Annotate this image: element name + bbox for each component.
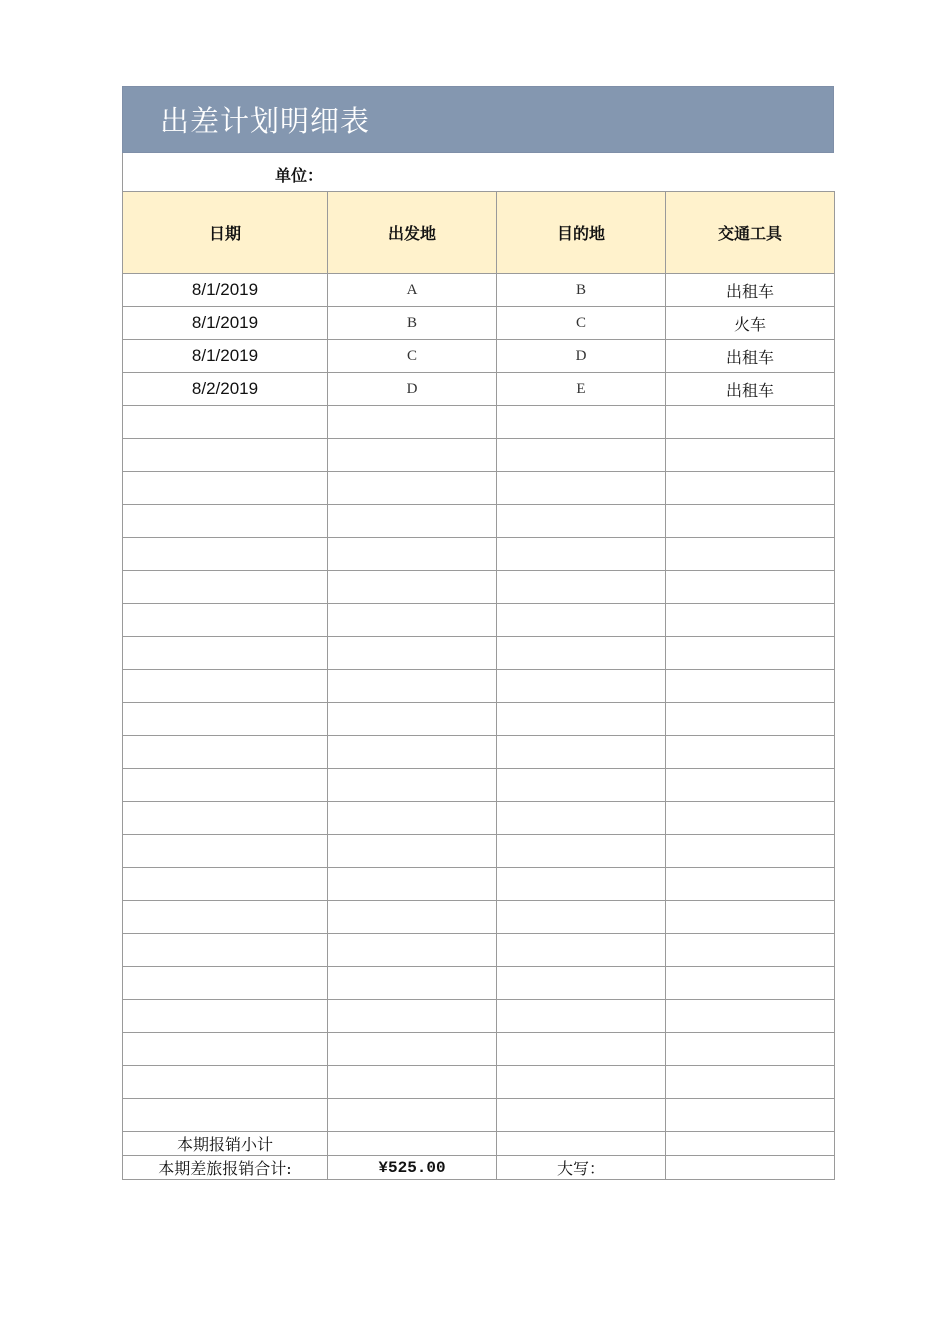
subtotal-cell[interactable]	[328, 1132, 497, 1156]
subtotal-label: 本期报销小计	[123, 1132, 328, 1156]
table-row	[123, 340, 835, 373]
empty-table-row	[123, 472, 835, 505]
empty-cell[interactable]	[123, 703, 328, 736]
total-row	[123, 1156, 835, 1180]
empty-cell[interactable]	[328, 769, 497, 802]
empty-cell[interactable]	[123, 967, 328, 1000]
empty-cell[interactable]	[328, 1066, 497, 1099]
empty-cell[interactable]	[497, 934, 666, 967]
empty-table-row	[123, 604, 835, 637]
empty-cell[interactable]	[328, 967, 497, 1000]
empty-cell[interactable]	[666, 439, 835, 472]
empty-table-row	[123, 538, 835, 571]
empty-table-row	[123, 637, 835, 670]
empty-cell[interactable]	[123, 1000, 328, 1033]
empty-table-row	[123, 802, 835, 835]
cell-transport[interactable]: 出租车	[666, 373, 835, 406]
empty-cell[interactable]	[328, 736, 497, 769]
empty-cell[interactable]	[497, 868, 666, 901]
empty-cell[interactable]	[123, 406, 328, 439]
empty-cell[interactable]	[666, 604, 835, 637]
empty-cell[interactable]	[497, 670, 666, 703]
empty-table-row	[123, 769, 835, 802]
cell-to[interactable]: E	[497, 373, 666, 406]
empty-cell[interactable]	[666, 1033, 835, 1066]
empty-cell[interactable]	[497, 637, 666, 670]
empty-cell[interactable]	[497, 1099, 666, 1132]
empty-table-row	[123, 505, 835, 538]
empty-cell[interactable]	[123, 604, 328, 637]
empty-cell[interactable]	[328, 1033, 497, 1066]
empty-cell[interactable]	[666, 802, 835, 835]
unit-label: 单位：	[275, 166, 324, 185]
cell-from[interactable]: D	[328, 373, 497, 406]
empty-cell[interactable]	[328, 538, 497, 571]
expense-sheet	[122, 86, 834, 1180]
empty-cell[interactable]	[666, 934, 835, 967]
empty-cell[interactable]	[497, 901, 666, 934]
empty-cell[interactable]	[666, 670, 835, 703]
empty-cell[interactable]	[328, 472, 497, 505]
empty-table-row	[123, 571, 835, 604]
title-bar	[122, 86, 834, 153]
empty-cell[interactable]	[123, 1066, 328, 1099]
empty-cell[interactable]	[666, 637, 835, 670]
empty-cell[interactable]	[497, 406, 666, 439]
empty-cell[interactable]	[497, 472, 666, 505]
empty-cell[interactable]	[123, 868, 328, 901]
table-row	[123, 373, 835, 406]
empty-cell[interactable]	[328, 1099, 497, 1132]
table-body	[123, 274, 835, 1132]
empty-cell[interactable]	[328, 868, 497, 901]
empty-cell[interactable]	[497, 1000, 666, 1033]
empty-cell[interactable]	[666, 505, 835, 538]
cell-to[interactable]: C	[497, 307, 666, 340]
empty-cell[interactable]	[328, 670, 497, 703]
cell-transport[interactable]: 出租车	[666, 274, 835, 307]
header-transport: 交通工具	[666, 192, 835, 274]
empty-cell[interactable]	[328, 439, 497, 472]
empty-cell[interactable]	[328, 1000, 497, 1033]
empty-cell[interactable]	[123, 571, 328, 604]
empty-cell[interactable]	[123, 538, 328, 571]
empty-table-row	[123, 439, 835, 472]
empty-cell[interactable]	[328, 802, 497, 835]
empty-cell[interactable]	[666, 868, 835, 901]
empty-cell[interactable]	[497, 835, 666, 868]
empty-table-row	[123, 868, 835, 901]
header-to: 目的地	[497, 192, 666, 274]
empty-cell[interactable]	[497, 604, 666, 637]
cell-date[interactable]: 8/1/2019	[123, 340, 328, 373]
cell-transport[interactable]: 火车	[666, 307, 835, 340]
uppercase-amount-cell[interactable]	[666, 1156, 835, 1180]
empty-cell[interactable]	[497, 538, 666, 571]
empty-cell[interactable]	[497, 571, 666, 604]
empty-cell[interactable]	[328, 703, 497, 736]
empty-cell[interactable]	[328, 934, 497, 967]
empty-cell[interactable]	[497, 802, 666, 835]
empty-cell[interactable]	[123, 901, 328, 934]
empty-cell[interactable]	[328, 406, 497, 439]
empty-cell[interactable]	[666, 901, 835, 934]
empty-cell[interactable]	[123, 835, 328, 868]
total-label: 本期差旅报销合计:	[123, 1156, 328, 1180]
empty-cell[interactable]	[666, 835, 835, 868]
empty-table-row	[123, 967, 835, 1000]
cell-to[interactable]: D	[497, 340, 666, 373]
empty-cell[interactable]	[497, 736, 666, 769]
empty-cell[interactable]	[497, 1033, 666, 1066]
total-amount[interactable]: ¥525.00	[328, 1156, 497, 1180]
empty-cell[interactable]	[666, 736, 835, 769]
empty-cell[interactable]	[497, 439, 666, 472]
subtotal-row	[123, 1132, 835, 1156]
empty-cell[interactable]	[328, 835, 497, 868]
empty-cell[interactable]	[123, 472, 328, 505]
empty-cell[interactable]	[497, 967, 666, 1000]
subtotal-cell[interactable]	[497, 1132, 666, 1156]
empty-cell[interactable]	[666, 1066, 835, 1099]
empty-cell[interactable]	[666, 967, 835, 1000]
empty-cell[interactable]	[666, 703, 835, 736]
empty-cell[interactable]	[328, 604, 497, 637]
cell-transport[interactable]: 出租车	[666, 340, 835, 373]
empty-table-row	[123, 901, 835, 934]
table-row	[123, 307, 835, 340]
cell-date[interactable]: 8/1/2019	[123, 307, 328, 340]
cell-from[interactable]: A	[328, 274, 497, 307]
uppercase-label: 大写：	[497, 1156, 666, 1180]
subtotal-cell[interactable]	[666, 1132, 835, 1156]
trip-table	[122, 191, 835, 1180]
empty-cell[interactable]	[497, 769, 666, 802]
empty-cell[interactable]	[666, 472, 835, 505]
empty-cell[interactable]	[328, 571, 497, 604]
cell-to[interactable]: B	[497, 274, 666, 307]
cell-date[interactable]: 8/2/2019	[123, 373, 328, 406]
empty-cell[interactable]	[666, 1000, 835, 1033]
empty-cell[interactable]	[497, 505, 666, 538]
table-row	[123, 274, 835, 307]
empty-table-row	[123, 670, 835, 703]
empty-table-row	[123, 703, 835, 736]
empty-cell[interactable]	[666, 769, 835, 802]
empty-cell[interactable]	[123, 439, 328, 472]
empty-cell[interactable]	[123, 736, 328, 769]
empty-cell[interactable]	[123, 934, 328, 967]
unit-row	[122, 153, 834, 191]
empty-cell[interactable]	[123, 769, 328, 802]
empty-cell[interactable]	[328, 901, 497, 934]
empty-table-row	[123, 835, 835, 868]
empty-table-row	[123, 934, 835, 967]
empty-cell[interactable]	[328, 505, 497, 538]
empty-cell[interactable]	[123, 1033, 328, 1066]
empty-table-row	[123, 1000, 835, 1033]
empty-cell[interactable]	[123, 505, 328, 538]
cell-from[interactable]: C	[328, 340, 497, 373]
empty-cell[interactable]	[328, 637, 497, 670]
header-from: 出发地	[328, 192, 497, 274]
empty-table-row	[123, 1033, 835, 1066]
empty-cell[interactable]	[123, 637, 328, 670]
empty-table-row	[123, 1099, 835, 1132]
cell-from[interactable]: B	[328, 307, 497, 340]
empty-cell[interactable]	[123, 670, 328, 703]
sheet-title: 出差计划明细表	[160, 104, 371, 138]
empty-cell[interactable]	[497, 703, 666, 736]
empty-table-row	[123, 736, 835, 769]
empty-cell[interactable]	[666, 406, 835, 439]
header-row	[123, 192, 835, 274]
cell-date[interactable]: 8/1/2019	[123, 274, 328, 307]
empty-table-row	[123, 406, 835, 439]
empty-cell[interactable]	[666, 1099, 835, 1132]
empty-table-row	[123, 1066, 835, 1099]
empty-cell[interactable]	[123, 802, 328, 835]
empty-cell[interactable]	[497, 1066, 666, 1099]
header-date: 日期	[123, 192, 328, 274]
empty-cell[interactable]	[666, 538, 835, 571]
empty-cell[interactable]	[666, 571, 835, 604]
empty-cell[interactable]	[123, 1099, 328, 1132]
